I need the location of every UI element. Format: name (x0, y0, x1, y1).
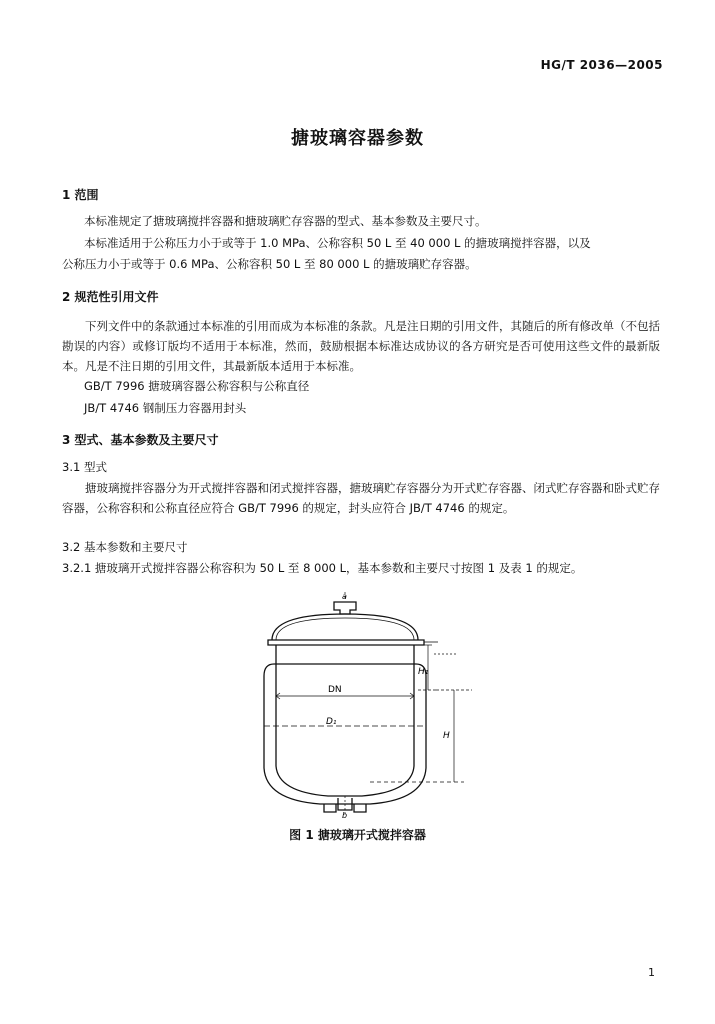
section-1-paragraph-2a: 本标准适用于公称压力小于或等于 1.0 MPa、公称容积 50 L 至 40 000 L 的搪玻璃搅拌容器，以及 (84, 236, 591, 250)
section-2-heading: 2 规范性引用文件 (62, 290, 159, 304)
standard-code: HG/T 2036—2005 (540, 58, 663, 72)
section-3-2-heading: 3.2 基本参数和主要尺寸 (62, 540, 188, 554)
label-h1: H₁ (418, 667, 429, 677)
inner-vessel (276, 645, 414, 796)
section-3-1-heading: 3.1 型式 (62, 460, 107, 474)
label-dn: DN (328, 685, 342, 695)
bottom-outlet-left (324, 804, 336, 812)
page-number: 1 (648, 966, 655, 979)
section-3-1-paragraph: 搪玻璃搅拌容器分为开式搅拌容器和闭式搅拌容器，搪玻璃贮存容器分为开式贮存容器、闭式贮存容器和卧式贮存容器，公称容积和公称直径应符合 GB/T 7996 的规定，封头应符合 JB/T 4746 的规定。 (62, 481, 660, 515)
bottom-outlet-right (354, 804, 366, 812)
section-1-paragraph-2b: 公称压力小于或等于 0.6 MPa、公称容积 50 L 至 80 000 L 的搪玻璃贮存容器。 (62, 257, 477, 271)
section-3-heading: 3 型式、基本参数及主要尺寸 (62, 433, 219, 447)
section-1-paragraph-1: 本标准规定了搪玻璃搅拌容器和搪玻璃贮存容器的型式、基本参数及主要尺寸。 (84, 214, 487, 228)
label-b: b (342, 811, 348, 818)
section-1-heading: 1 范围 (62, 188, 99, 202)
flange (268, 640, 424, 645)
figure-1-caption: 图 1 搪玻璃开式搅拌容器 (289, 828, 426, 842)
jacket-shell (264, 664, 426, 804)
reference-jbt-4746: JB/T 4746 钢制压力容器用封头 (84, 401, 247, 415)
reference-gbt-7996: GB/T 7996 搪玻璃容器公称容积与公称直径 (84, 379, 310, 393)
label-h: H (443, 731, 450, 741)
figure-1-vessel-drawing (250, 588, 480, 818)
document-title: 搪玻璃容器参数 (291, 128, 424, 149)
label-d1: D₁ (326, 717, 337, 727)
label-a: a (342, 592, 347, 601)
top-nozzle (334, 602, 356, 614)
section-2-paragraph: 下列文件中的条款通过本标准的引用而成为本标准的条款。凡是注日期的引用文件，其随后的所有修改单（不包括勘误的内容）或修订版均不适用于本标准，然而，鼓励根据本标准达成协议的各方研究是否可使用这些文件的最新版本。凡是不注日期的引用文件，其最新版本适用于本标准。 (62, 319, 660, 373)
section-3-2-1-paragraph: 3.2.1 搪玻璃开式搅拌容器公称容积为 50 L 至 8 000 L，基本参数和主要尺寸按图 1 及表 1 的规定。 (62, 561, 583, 575)
